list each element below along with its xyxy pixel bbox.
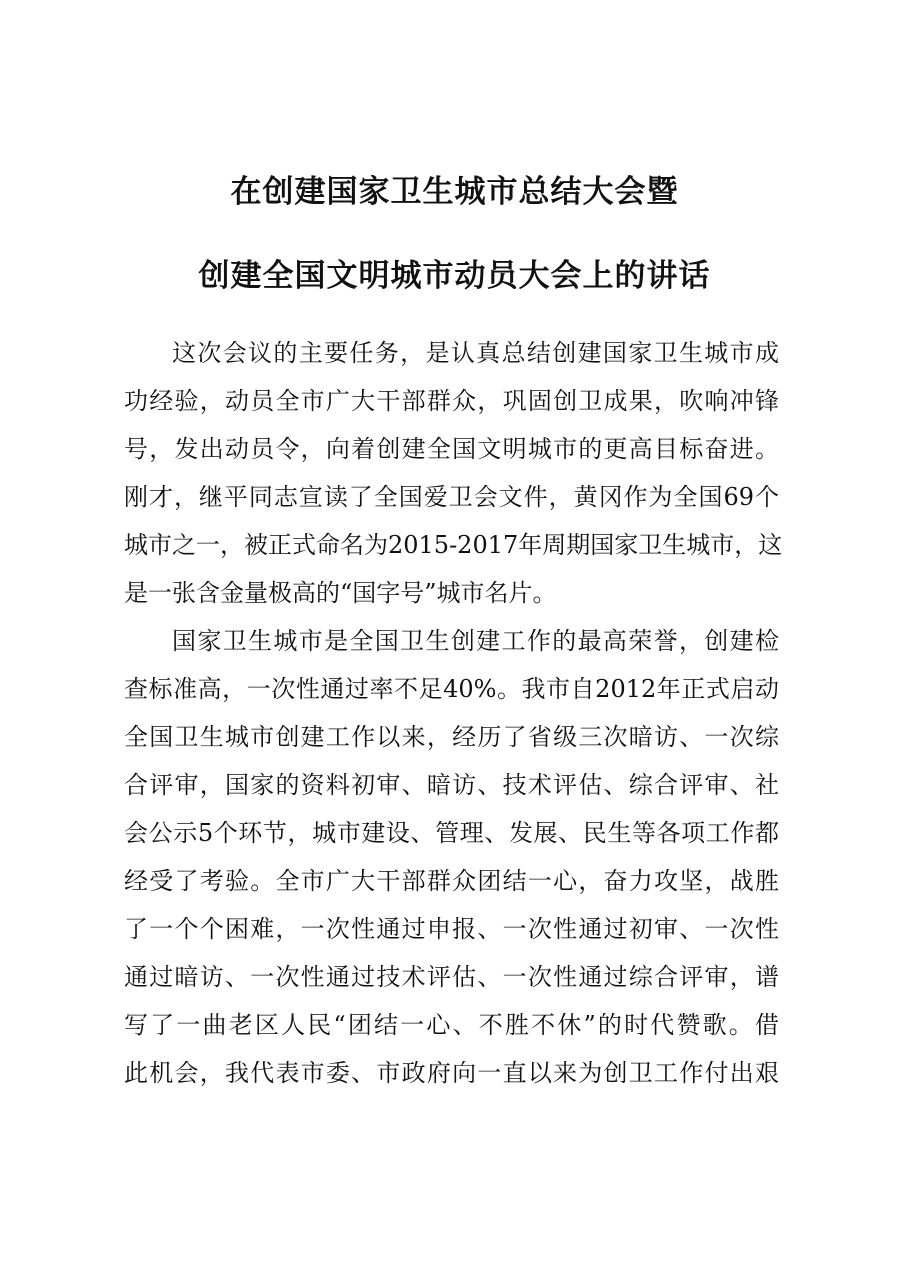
paragraph-2-line-9: 写了一曲老区人民“团结一心、不胜不休”的时代赞歌。借 <box>124 1011 779 1039</box>
paragraph-2-line-3: 全国卫生城市创建工作以来，经历了省级三次暗访、一次综 <box>124 723 779 751</box>
paragraph-2-line-7: 了一个个困难，一次性通过申报、一次性通过初审、一次性 <box>124 915 779 943</box>
paragraph-1-line-4: 刚才，继平同志宣读了全国爱卫会文件，黄冈作为全国69个 <box>124 483 779 511</box>
paragraph-1-line-1: 这次会议的主要任务，是认真总结创建国家卫生城市成 <box>172 339 779 367</box>
paragraph-2-line-8: 通过暗访、一次性通过技术评估、一次性通过综合评审，谱 <box>124 963 779 991</box>
paragraph-1-line-6: 是一张含金量极高的“国字号”城市名片。 <box>124 579 557 607</box>
document-title-line-2: 创建全国文明城市动员大会上的讲话 <box>198 258 711 294</box>
paragraph-1-line-3: 号，发出动员令，向着创建全国文明城市的更高目标奋进。 <box>124 435 779 463</box>
paragraph-2-line-6: 经受了考验。全市广大干部群众团结一心，奋力攻坚，战胜 <box>124 867 779 895</box>
paragraph-1-line-2: 功经验，动员全市广大干部群众，巩固创卫成果，吹响冲锋 <box>124 387 779 415</box>
document-title-line-1: 在创建国家卫生城市总结大会暨 <box>230 174 679 210</box>
paragraph-2-line-4: 合评审，国家的资料初审、暗访、技术评估、综合评审、社 <box>124 771 779 799</box>
paragraph-2-line-1: 国家卫生城市是全国卫生创建工作的最高荣誉，创建检 <box>172 627 779 655</box>
paragraph-2-line-10: 此机会，我代表市委、市政府向一直以来为创卫工作付出艰 <box>124 1059 779 1087</box>
paragraph-2-line-5: 会公示5个环节，城市建设、管理、发展、民生等各项工作都 <box>124 819 779 847</box>
paragraph-1-line-5: 城市之一，被正式命名为2015-2017年周期国家卫生城市，这 <box>124 531 783 559</box>
paragraph-2-line-2: 查标准高，一次性通过率不足40%。我市自2012年正式启动 <box>124 675 779 703</box>
